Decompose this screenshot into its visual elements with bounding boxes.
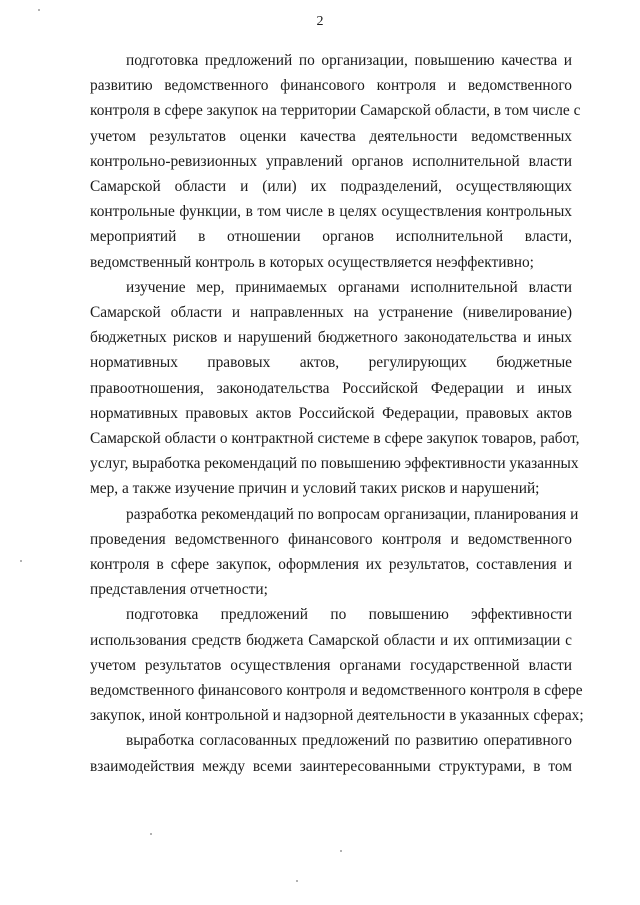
text-line: подготовка предложений по организации, повышению качества и xyxy=(126,52,572,69)
paragraph-5 xyxy=(90,728,572,778)
text-line: мер, а также изучение причин и условий таких рисков и нарушений; xyxy=(90,480,540,498)
text-line: контроля в сфере закупок, оформления их результатов, составления и xyxy=(90,556,572,574)
text-line: учетом результатов осуществления органами государственной власти xyxy=(90,656,572,674)
text-line: нормативных правовых актов, регулирующих бюджетные xyxy=(90,354,572,372)
text-line: контроля в сфере закупок на территории Самарской области, в том числе с xyxy=(90,102,581,120)
scan-speck xyxy=(38,9,40,11)
paragraph-4 xyxy=(90,602,584,728)
text-line: правоотношения, законодательства Российской Федерации и иных xyxy=(90,379,572,397)
text-line: закупок, иной контрольной и надзорной деятельности в указанных сферах; xyxy=(90,707,584,725)
text-line: учетом результатов оценки качества деятельности ведомственных xyxy=(90,127,572,145)
text-line: ведомственного финансового контроля и ведомственного контроля в сфере xyxy=(90,682,583,700)
scan-speck xyxy=(296,880,298,882)
document-body xyxy=(90,48,584,779)
text-line: бюджетных рисков и нарушений бюджетного законодательства и иных xyxy=(90,329,572,347)
text-line: услуг, выработка рекомендаций по повышению эффективности указанных xyxy=(90,455,579,473)
text-line: контрольные функции, в том числе в целях осуществления контрольных xyxy=(90,203,572,221)
text-line: Самарской области и направленных на устранение (нивелирование) xyxy=(90,304,572,322)
text-line: разработка рекомендаций по вопросам организации, планирования и xyxy=(126,505,579,523)
text-line: проведения ведомственного финансового контроля и ведомственного xyxy=(90,530,572,548)
text-line: изучение мер, принимаемых органами исполнительной власти xyxy=(126,278,572,296)
page-number: 2 xyxy=(316,14,324,29)
paragraph-3 xyxy=(90,502,579,603)
paragraph-1 xyxy=(90,48,581,275)
text-line: контрольно-ревизионных управлений органов исполнительной власти xyxy=(90,152,572,170)
scan-speck xyxy=(340,850,342,852)
text-line: нормативных правовых актов Российской Федерации, правовых актов xyxy=(90,404,572,422)
text-line: представления отчетности; xyxy=(90,581,268,599)
text-line: взаимодействия между всеми заинтересованными структурами, в том xyxy=(90,757,572,775)
text-line: подготовка предложений по повышению эффективности xyxy=(126,606,572,624)
text-line: использования средств бюджета Самарской области и их оптимизации с xyxy=(90,631,572,649)
text-line: развитию ведомственного финансового контроля и ведомственного xyxy=(90,77,572,95)
text-line: Самарской области о контрактной системе в сфере закупок товаров, работ, xyxy=(90,430,580,448)
scan-speck xyxy=(20,560,22,562)
text-line: ведомственный контроль в которых осуществляется неэффективно; xyxy=(90,253,534,271)
text-line: выработка согласованных предложений по развитию оперативного xyxy=(126,732,572,750)
paragraph-2 xyxy=(90,275,580,502)
text-line: мероприятий в отношении органов исполнительной власти, xyxy=(90,228,572,246)
text-line: Самарской области и (или) их подразделений, осуществляющих xyxy=(90,178,572,196)
scan-speck xyxy=(150,833,152,835)
